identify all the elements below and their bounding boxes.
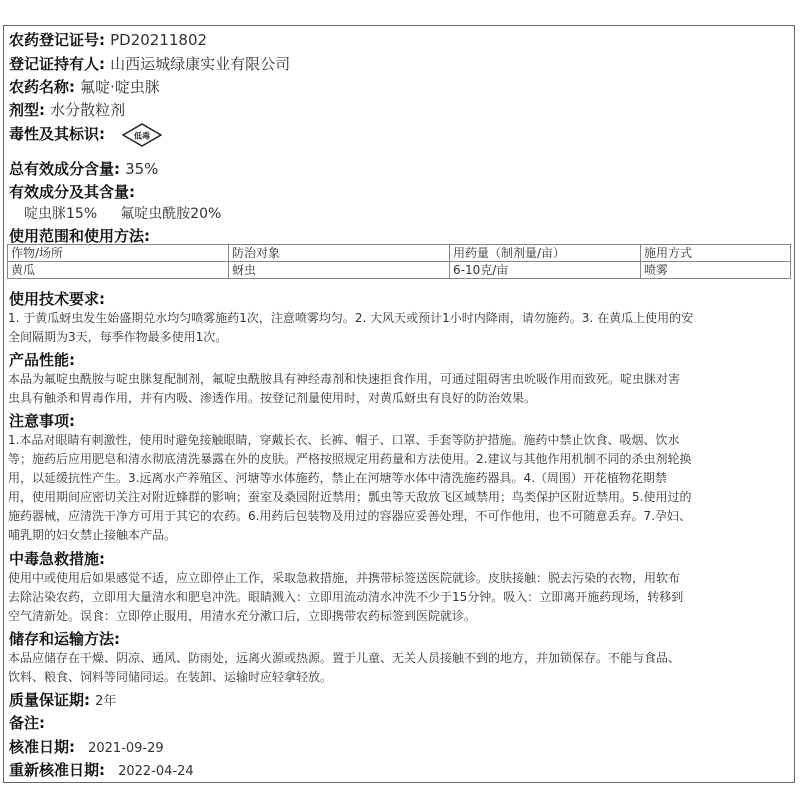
tech-requirements-text — [8, 309, 792, 347]
text-line: 虫具有触杀和胃毒作用，并有内吸、渗透作用。按登记剂量使用时，对黄瓜蚜虫有良好的防治效果。 — [8, 391, 537, 405]
table-cell: 6-10克/亩 — [450, 262, 641, 279]
holder-value: 山西运城绿康实业有限公司 — [110, 55, 291, 73]
first-aid-label: 中毒急救措施: — [9, 550, 105, 568]
product-name-row — [9, 76, 160, 97]
total-content-row — [9, 158, 158, 179]
total-content-value: 35% — [125, 160, 159, 178]
text-line: 全间隔期为3天，每季作物最多使用1次。 — [8, 330, 228, 344]
formulation-row — [9, 99, 125, 120]
usage-label: 使用范围和使用方法: — [9, 227, 150, 245]
approval-date-row — [9, 736, 164, 757]
text-line: 等；施药后应用肥皂和清水彻底清洗暴露在外的皮肤。严格按照规定用药量和方法使用。2.建议与其他作用机制不同的杀虫剂轮换 — [8, 452, 692, 466]
reapproval-date-label: 重新核准日期: — [9, 761, 105, 779]
text-line: 1. 于黄瓜蚜虫发生始盛期兑水均匀喷雾施药1次，注意喷雾均匀。2. 大风天或预计1小时内降雨，请勿施药。3. 在黄瓜上使用的安 — [8, 311, 694, 325]
registration-number-value: PD20211802 — [110, 31, 208, 49]
table-header-cell: 防治对象 — [229, 245, 450, 262]
text-line: 用，使用期间应密切关注对附近蜂群的影响；蚕室及桑园附近禁用；瓢虫等天敌放飞区域禁用；鸟类保护区附近禁用。5.使用过的 — [8, 490, 692, 504]
table-cell: 蚜虫 — [229, 262, 450, 279]
cautions-text — [8, 431, 792, 545]
registration-number-label: 农药登记证号: — [9, 31, 105, 49]
table-row — [8, 262, 791, 279]
formulation-value: 水分散粒剂 — [50, 101, 126, 119]
holder-label: 登记证持有人: — [9, 55, 105, 73]
holder-row — [9, 53, 290, 74]
total-content-label: 总有效成分含量: — [9, 160, 120, 178]
low-toxicity-diamond-icon — [122, 123, 162, 147]
text-line: 用，以延缓抗性产生。3.远离水产养殖区、河塘等水体施药，禁止在河塘等水体中清洗施药器具。4.（周围）开花植物花期禁 — [8, 471, 667, 485]
text-line: 使用中或使用后如果感觉不适，应立即停止工作，采取急救措施，并携带标签送医院就诊。皮肤接触：脱去污染的衣物，用软布 — [8, 571, 681, 585]
formulation-label: 剂型: — [9, 101, 45, 119]
tech-requirements-label: 使用技术要求: — [9, 290, 105, 308]
pesticide-label-document — [3, 25, 795, 783]
ingredient-item: 氟啶虫酰胺20% — [120, 206, 222, 222]
storage-label: 储存和运输方法: — [9, 630, 120, 648]
shelf-life-value: 2年 — [95, 694, 117, 709]
registration-number-row — [9, 29, 207, 50]
ingredients-label: 有效成分及其含量: — [9, 183, 135, 201]
text-line: 哺乳期的妇女禁止接触本产品。 — [8, 528, 177, 542]
ingredients-list — [24, 203, 221, 223]
performance-text — [8, 370, 792, 408]
table-header-cell: 施用方式 — [641, 245, 791, 262]
text-line: 去除沾染农药，立即用大量清水和肥皂冲洗。眼睛溅入：立即用流动清水冲洗不少于15分钟。吸入：立即离开施药现场，转移到 — [8, 590, 684, 604]
product-name-value: 氟啶·啶虫脒 — [80, 78, 160, 96]
text-line: 本品应储存在干燥、阴凉、通风、防雨处，远离火源或热源。置于儿童、无关人员接触不到的地方，并加锁保存。不能与食品、 — [8, 651, 681, 665]
usage-table — [7, 244, 791, 279]
text-line: 本品为氟啶虫酰胺与啶虫脒复配制剂，氟啶虫酰胺具有神经毒剂和快速拒食作用，可通过阻碍害虫吮吸作用而致死。啶虫脒对害 — [8, 372, 681, 386]
text-line: 空气清新处。误食：立即停止服用，用清水充分漱口后，立即携带农药标签到医院就诊。 — [8, 609, 477, 623]
text-line: 1.本品对眼睛有刺激性，使用时避免接触眼睛，穿戴长衣、长裤、帽子、口罩、手套等防护措施。施药中禁止饮食、吸烟、饮水 — [8, 433, 680, 447]
toxicity-label: 毒性及其标识: — [9, 125, 105, 143]
text-line: 施药器械，应清洗干净方可用于其它的农药。6.用药后包装物及用过的容器应妥善处理，不可作他用，也不可随意丢弃。7.孕妇、 — [8, 509, 691, 523]
cautions-label: 注意事项: — [9, 412, 75, 430]
reapproval-date-value: 2022-04-24 — [118, 764, 194, 779]
storage-text — [8, 649, 792, 687]
table-header-cell: 用药量（制剂量/亩） — [450, 245, 641, 262]
performance-label: 产品性能: — [9, 351, 75, 369]
text-line: 饮料、粮食、饲料等同储同运。在装卸、运输时应轻拿轻放。 — [8, 670, 333, 684]
product-name-label: 农药名称: — [9, 78, 75, 96]
table-header-cell: 作物/场所 — [8, 245, 229, 262]
remark-label: 备注: — [9, 714, 45, 732]
reapproval-date-row — [9, 759, 194, 780]
toxicity-row — [9, 123, 105, 144]
first-aid-text — [8, 569, 792, 626]
table-cell: 黄瓜 — [8, 262, 229, 279]
table-cell: 喷雾 — [641, 262, 791, 279]
table-header-row — [8, 245, 791, 262]
shelf-life-row — [9, 689, 116, 710]
approval-date-value: 2021-09-29 — [88, 741, 164, 756]
approval-date-label: 核准日期: — [9, 738, 75, 756]
ingredient-item: 啶虫脒15% — [24, 206, 98, 222]
toxicity-badge-text: 低毒 — [134, 130, 150, 141]
shelf-life-label: 质量保证期: — [9, 691, 90, 709]
